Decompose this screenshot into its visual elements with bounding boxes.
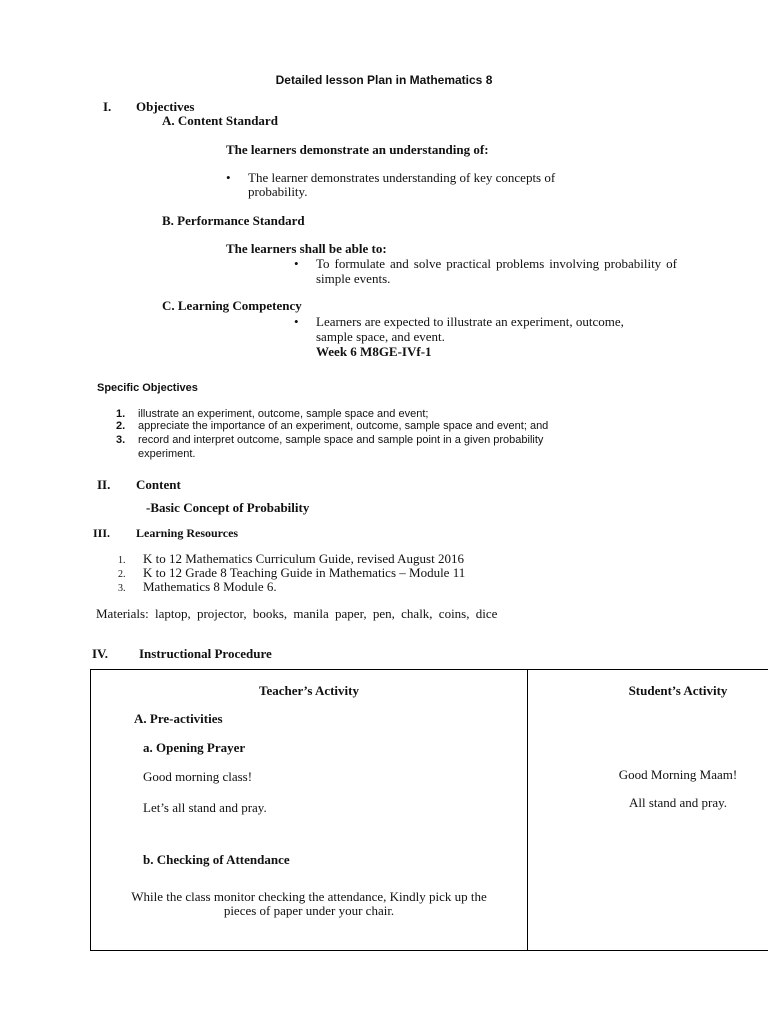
teacher-activity-header: Teacher’s Activity bbox=[258, 683, 359, 698]
item-number: 2. bbox=[116, 420, 126, 432]
content-standard-lead: The learners demonstrate an understanding of: bbox=[226, 142, 489, 157]
item-text: illustrate an experiment, outcome, sample space and event; bbox=[138, 408, 429, 420]
content-standard-label: A. Content Standard bbox=[162, 113, 278, 128]
item-number: 1. bbox=[118, 555, 126, 566]
student-activity-header: Student’s Activity bbox=[628, 683, 728, 698]
section-heading-resources: Learning Resources bbox=[136, 526, 239, 540]
section-numeral-procedure: IV. bbox=[92, 646, 109, 661]
opening-prayer-heading: a. Opening Prayer bbox=[143, 740, 246, 755]
attendance-instruction: While the class monitor checking the attendance, Kindly pick up the bbox=[131, 889, 487, 904]
teacher-activity-cell bbox=[91, 670, 528, 951]
learning-competency-bullet: • Learners are expected to illustrate an experiment, outcome, bbox=[316, 314, 624, 330]
learning-competency-bullet-cont: sample space, and event. bbox=[316, 329, 445, 344]
competency-code: Week 6 M8GE-IVf-1 bbox=[316, 344, 432, 359]
teacher-prayer-instruction: Let’s all stand and pray. bbox=[143, 800, 267, 815]
attendance-instruction-cont: pieces of paper under your chair. bbox=[223, 903, 395, 918]
performance-standard-bullet: • To formulate and solve practical problems involving probability of simple events. bbox=[316, 256, 677, 286]
specific-objective-item-cont: experiment. bbox=[138, 448, 196, 460]
content-standard-bullet-cont: probability. bbox=[248, 184, 308, 199]
section-heading-procedure: Instructional Procedure bbox=[139, 646, 272, 661]
section-numeral-objectives: I. bbox=[103, 99, 112, 114]
section-numeral-content: II. bbox=[97, 477, 111, 492]
item-text: K to 12 Mathematics Curriculum Guide, revised August 2016 bbox=[143, 551, 464, 566]
activity-table bbox=[90, 669, 768, 951]
item-number: 3. bbox=[116, 434, 126, 446]
student-activity-cell bbox=[528, 670, 768, 951]
resource-item bbox=[118, 579, 277, 595]
content-standard-bullet: • The learner demonstrates understanding of key concepts of bbox=[248, 170, 555, 186]
section-numeral-resources: III. bbox=[93, 526, 111, 540]
pre-activities-heading: A. Pre-activities bbox=[134, 711, 223, 726]
learning-competency-label: C. Learning Competency bbox=[162, 298, 302, 313]
section-heading-content: Content bbox=[136, 477, 181, 492]
student-prayer-response: All stand and pray. bbox=[628, 795, 728, 810]
student-greeting: Good Morning Maam! bbox=[618, 767, 738, 782]
item-text: record and interpret outcome, sample space and sample point in a given probability bbox=[138, 434, 544, 446]
section-heading-objectives: Objectives bbox=[136, 99, 195, 114]
performance-standard-lead: The learners shall be able to: bbox=[226, 241, 387, 256]
item-number: 2. bbox=[118, 569, 126, 580]
document-title: Detailed lesson Plan in Mathematics 8 bbox=[275, 73, 493, 87]
item-text: K to 12 Grade 8 Teaching Guide in Mathematics – Module 11 bbox=[143, 565, 466, 580]
item-text: appreciate the importance of an experiment, outcome, sample space and event; and bbox=[138, 420, 549, 432]
content-topic: -Basic Concept of Probability bbox=[146, 500, 310, 515]
specific-objective-item bbox=[116, 420, 548, 432]
specific-objective-item bbox=[116, 434, 543, 446]
attendance-heading: b. Checking of Attendance bbox=[143, 852, 290, 867]
item-number: 1. bbox=[116, 408, 126, 420]
item-number: 3. bbox=[118, 583, 126, 594]
specific-objectives-heading: Specific Objectives bbox=[97, 382, 198, 394]
teacher-greeting: Good morning class! bbox=[143, 769, 253, 784]
performance-standard-label: B. Performance Standard bbox=[162, 213, 305, 228]
materials-line: Materials: laptop, projector, books, manila paper, pen, chalk, coins, dice bbox=[96, 606, 498, 621]
item-text: Mathematics 8 Module 6. bbox=[143, 579, 277, 594]
specific-objective-item bbox=[116, 408, 428, 420]
